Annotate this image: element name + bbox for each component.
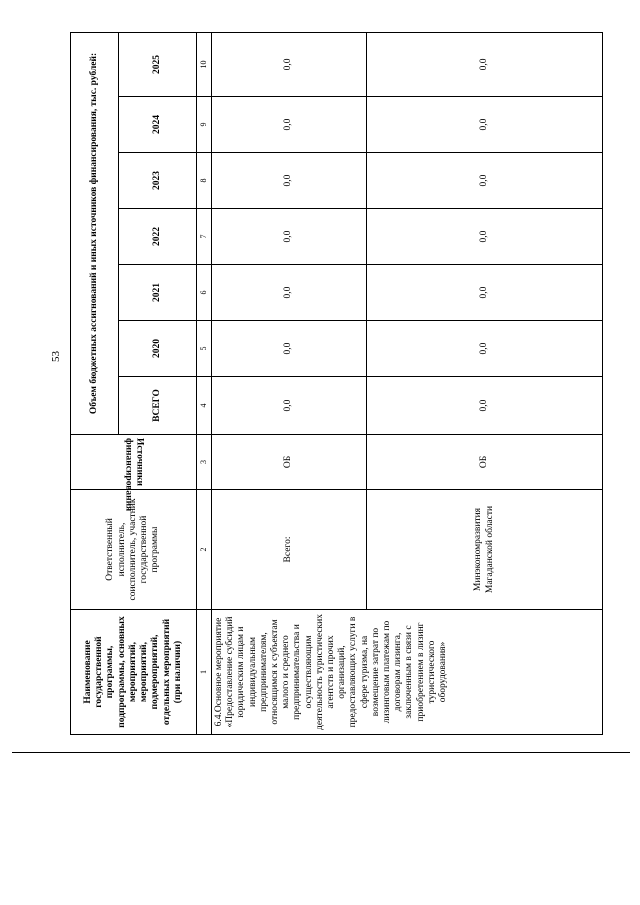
- col-number: 1: [197, 610, 212, 735]
- header-executor: Ответственный исполнитель, соисполнитель, участник государственной программы: [71, 490, 197, 610]
- page-divider-line: [12, 752, 630, 753]
- col-number: 6: [197, 265, 212, 321]
- header-year-2024: 2024: [119, 97, 197, 153]
- header-source-text: Источники финансирования: [123, 438, 145, 512]
- value-cell: 0,0: [212, 265, 367, 321]
- value-cell: 0,0: [212, 32, 367, 96]
- measure-name-cell: 6.4.Основное мероприятие «Предоставление субсидий юридическим лицам и индивидуальным предпринимателям, относящимся к субъектам малого и среднего предпринимательства и осуществляющим деятельность туристических агентств и прочих организаций, предоставляющих услуги в сфере туризма, на возмещение затрат по лизинговым платежам по договорам лизинга, заключенным в связи с приобретением в лизинг туристического оборудования»: [212, 610, 603, 735]
- header-year-total: ВСЕГО: [119, 377, 197, 435]
- executor-cell: Минэкономразвития Магаданской области: [367, 490, 603, 610]
- value-cell: 0,0: [367, 32, 603, 96]
- col-number: 2: [197, 490, 212, 610]
- value-cell: 0,0: [367, 377, 603, 435]
- page-number: 53: [50, 351, 62, 362]
- header-source: [71, 435, 197, 512]
- value-cell: 0,0: [367, 97, 603, 153]
- header-year-2023: 2023: [119, 153, 197, 209]
- rotated-table-container: [70, 33, 603, 735]
- col-number: 3: [197, 435, 212, 490]
- value-cell: 0,0: [367, 321, 603, 377]
- value-cell: 0,0: [212, 153, 367, 209]
- executor-cell: Всего:: [212, 490, 367, 610]
- source-cell: ОБ: [212, 435, 367, 490]
- table-row: [212, 32, 367, 734]
- value-cell: 0,0: [212, 377, 367, 435]
- header-year-2022: 2022: [119, 209, 197, 265]
- col-number: 9: [197, 97, 212, 153]
- financing-table: [70, 32, 603, 735]
- col-number: 8: [197, 153, 212, 209]
- source-cell: ОБ: [367, 435, 603, 490]
- value-cell: 0,0: [367, 209, 603, 265]
- value-cell: 0,0: [212, 209, 367, 265]
- value-cell: 0,0: [212, 321, 367, 377]
- value-cell: 0,0: [367, 153, 603, 209]
- header-name: Наименование государственной программы, подпрограммы, основных мероприятий, мероприятий, подмероприятий, отдельных мероприятий (при наличии): [71, 610, 197, 735]
- header-year-2025: 2025: [119, 32, 197, 96]
- header-volume: Объем бюджетных ассигнований и иных источников финансирования, тыс. рублей:: [71, 32, 119, 434]
- column-number-row: [197, 32, 212, 734]
- col-number: 4: [197, 377, 212, 435]
- col-number: 7: [197, 209, 212, 265]
- header-year-2021: 2021: [119, 265, 197, 321]
- header-year-2020: 2020: [119, 321, 197, 377]
- col-number: 10: [197, 32, 212, 96]
- value-cell: 0,0: [212, 97, 367, 153]
- col-number: 5: [197, 321, 212, 377]
- value-cell: 0,0: [367, 265, 603, 321]
